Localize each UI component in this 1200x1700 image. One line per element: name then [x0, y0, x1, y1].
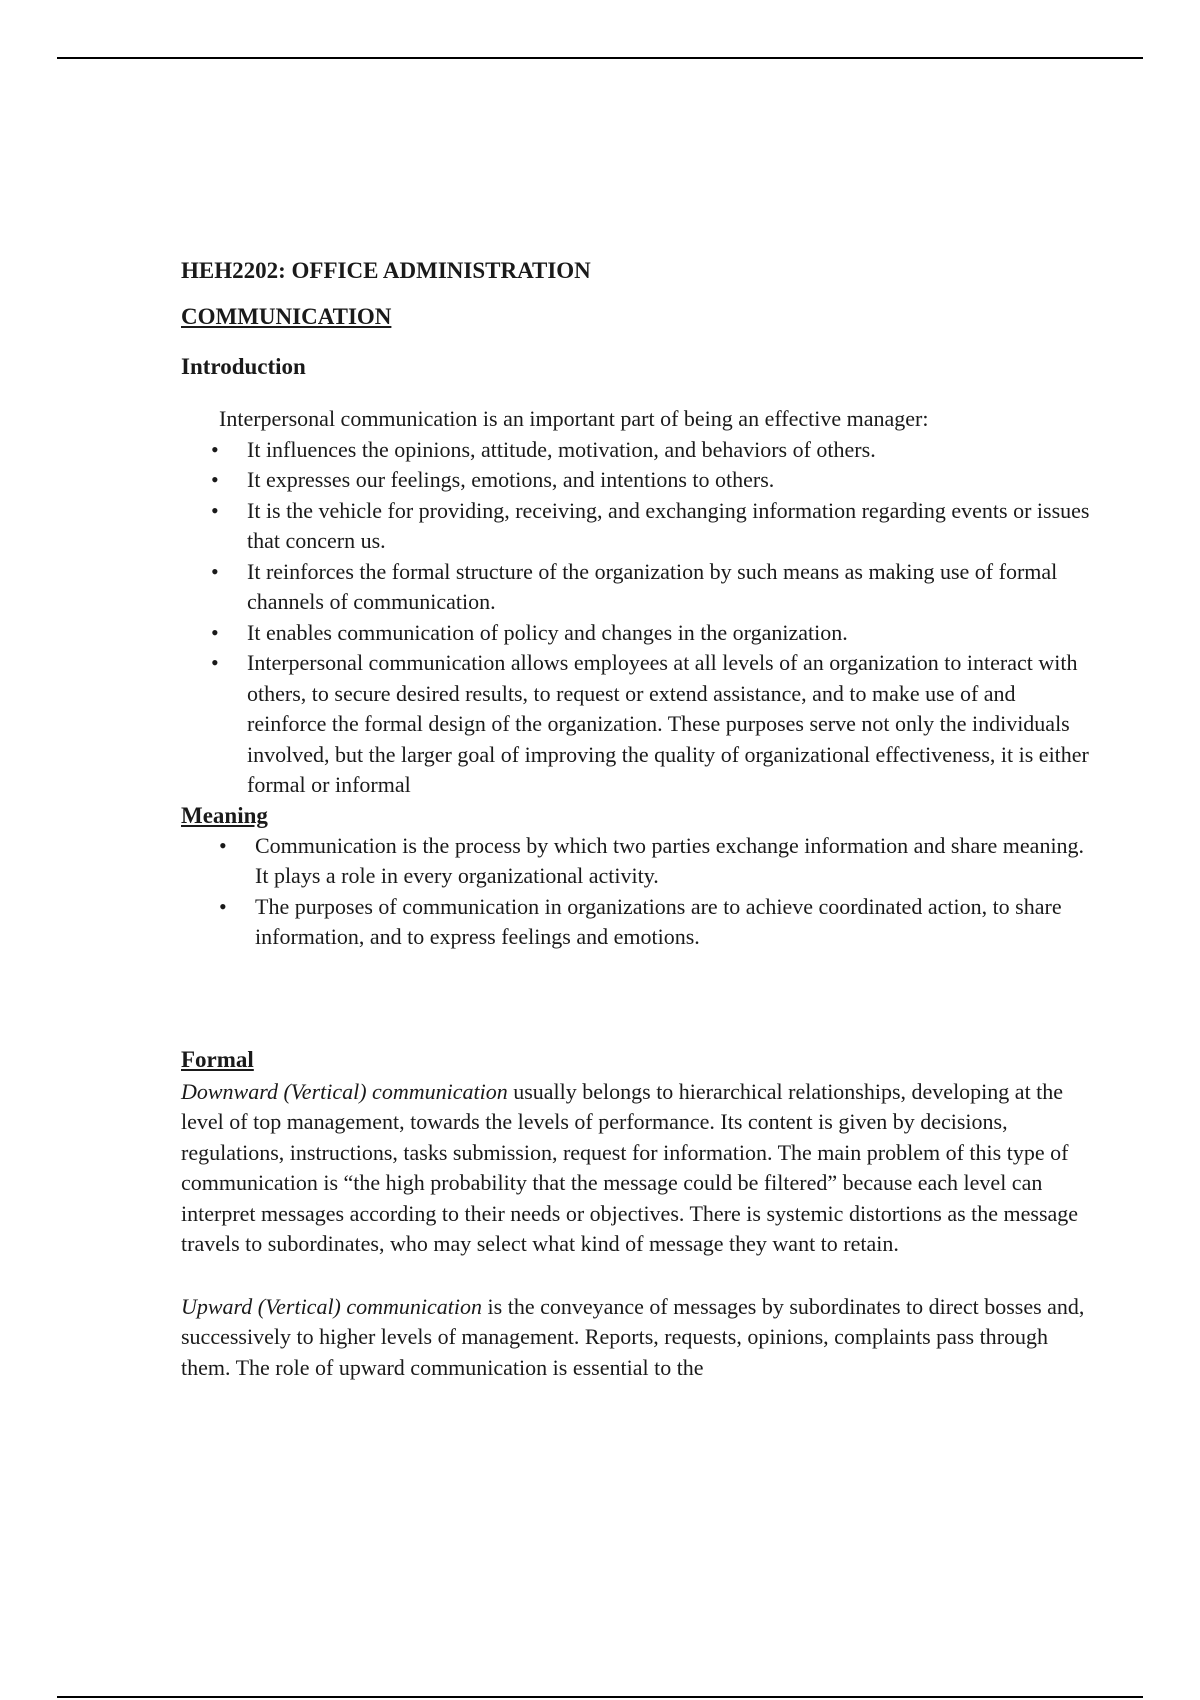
course-title: HEH2202: OFFICE ADMINISTRATION	[181, 258, 591, 283]
upward-communication-text: is the conveyance of messages by subordinates to direct bosses and, successively to higher levels of management. Reports, requests, opinions, complaints pass through them. The role of upward communication is essential to the	[181, 1293, 1085, 1380]
list-item: • Interpersonal communication allows employees at all levels of an organization to interact with others, to secure desired results, to request or extend assistance, and to make use of and reinforce the formal design of the organization. These purposes serve not only the individuals involved, but the larger goal of improving the quality of organizational effectiveness, it is either formal or informal	[181, 648, 1091, 801]
formal-heading: Formal	[181, 1046, 254, 1072]
list-item: • It is the vehicle for providing, receiving, and exchanging information regarding events or issues that concern us.	[181, 496, 1091, 557]
upward-communication-term: Upward (Vertical) communication	[181, 1293, 483, 1319]
introduction-heading: Introduction	[181, 354, 306, 379]
list-item: • It expresses our feelings, emotions, and intentions to others.	[181, 465, 1091, 496]
downward-communication-paragraph	[181, 1077, 1091, 1260]
upward-communication-paragraph	[181, 1292, 1091, 1384]
downward-communication-text: usually belongs to hierarchical relationships, developing at the level of top management, towards the levels of performance. Its content is given by decisions, regulations, instructions, tasks submission, request for information. The main problem of this type of communication is “the high probability that the message could be filtered” because each level can interpret messages according to their needs or objectives. There is systemic distortions as the message travels to subordinates, who may select what kind of message they want to retain.	[181, 1078, 1079, 1256]
downward-communication-term: Downward (Vertical) communication	[181, 1078, 508, 1104]
list-item: • It influences the opinions, attitude, motivation, and behaviors of others.	[181, 435, 1091, 466]
page-content	[181, 256, 1091, 1383]
topic-title: COMMUNICATION	[181, 304, 392, 329]
list-item: • The purposes of communication in organizations are to achieve coordinated action, to share information, and to express feelings and emotions.	[181, 892, 1091, 953]
introduction-lead: Interpersonal communication is an important part of being an effective manager:	[219, 406, 929, 431]
list-item: • It reinforces the formal structure of the organization by such means as making use of formal channels of communication.	[181, 557, 1091, 618]
introduction-bullet-list	[181, 435, 1091, 801]
meaning-bullet-list	[181, 831, 1091, 953]
bottom-rule	[57, 1696, 1143, 1698]
meaning-heading: Meaning	[181, 802, 268, 828]
list-item: • Communication is the process by which two parties exchange information and share meaning. It plays a role in every organizational activity.	[181, 831, 1091, 892]
list-item: • It enables communication of policy and changes in the organization.	[181, 618, 1091, 649]
top-rule	[57, 57, 1143, 59]
